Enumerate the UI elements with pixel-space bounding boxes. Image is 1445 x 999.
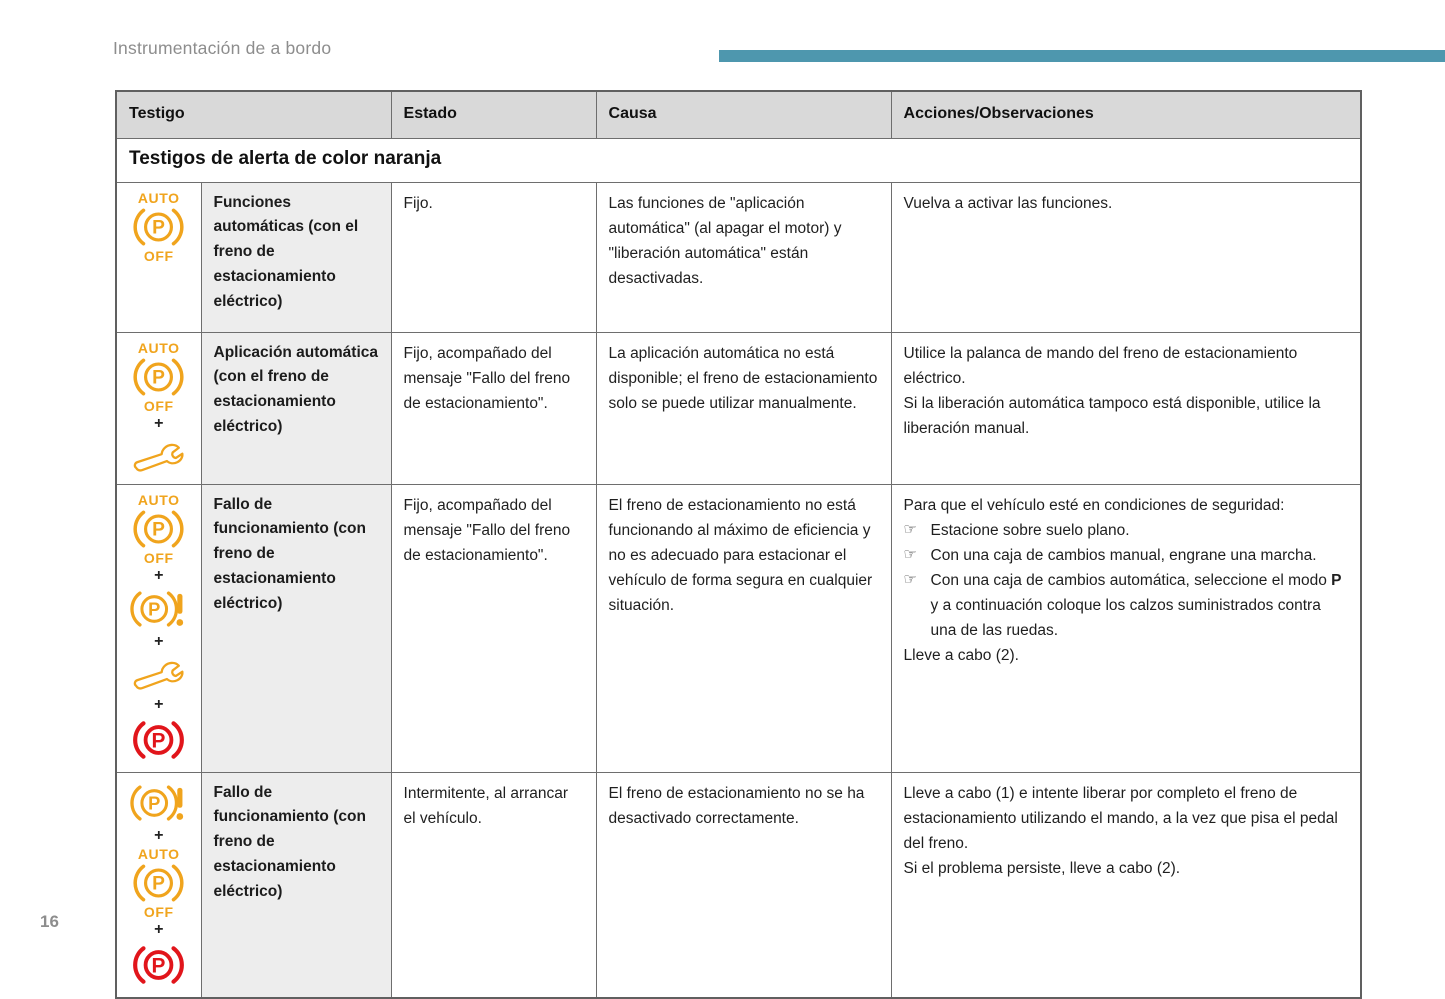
- service-wrench-icon: [132, 655, 186, 692]
- auto-label: AUTO: [137, 189, 180, 206]
- parking-brake-icon: [131, 206, 186, 248]
- auto-label: AUTO: [137, 845, 180, 862]
- icon-stack: [119, 493, 199, 764]
- table-row: [116, 772, 1361, 998]
- acciones-cell: [891, 332, 1361, 484]
- text-paragraph: Fijo.: [403, 194, 433, 212]
- text-paragraph: Utilice la palanca de mando del freno de estacionamiento eléctrico.: [903, 344, 1298, 387]
- off-label: OFF: [143, 549, 174, 566]
- parking-brake-icon: [131, 508, 186, 550]
- auto-label: AUTO: [137, 491, 180, 508]
- testigo-name-cell: Fallo de funcionamiento (con freno de estacionamiento eléctrico): [201, 484, 391, 772]
- testigo-name-cell: Funciones automáticas (con el freno de estacionamiento eléctrico): [201, 182, 391, 332]
- testigo-icon-cell: [116, 484, 201, 772]
- text-paragraph: Fijo, acompañado del mensaje "Fallo del freno de estacionamiento".: [403, 344, 571, 412]
- parking-brake-icon: [131, 862, 186, 904]
- column-header-acciones: Acciones/Observaciones: [891, 91, 1361, 138]
- pointing-hand-bullet-icon: ☞: [903, 545, 917, 563]
- estado-cell: [391, 182, 596, 332]
- text-paragraph: Para que el vehículo esté en condiciones de seguridad:: [903, 496, 1285, 514]
- text-paragraph: El freno de estacionamiento no se ha desactivado correctamente.: [608, 784, 865, 827]
- text-paragraph: Las funciones de "aplicación automática" (al apagar el motor) y "liberación automática" están desactivadas.: [608, 194, 842, 287]
- svg-text:P: P: [147, 597, 161, 619]
- column-header-testigo: Testigo: [116, 91, 391, 138]
- service-wrench-icon: [132, 437, 186, 474]
- causa-cell: [596, 332, 891, 484]
- section-title: Testigos de alerta de color naranja: [116, 138, 1361, 182]
- plus-separator: +: [154, 414, 164, 432]
- svg-text:P: P: [147, 791, 161, 813]
- text-paragraph: Intermitente, al arrancar el vehículo.: [403, 784, 569, 827]
- causa-cell: [596, 182, 891, 332]
- parking-brake-icon: [131, 942, 186, 988]
- testigo-icon-cell: [116, 182, 201, 332]
- table-header-row: [116, 91, 1361, 138]
- bullet-text: Con una caja de cambios automática, seleccione el modo P y a continuación coloque los calzos suministrados contra una de las ruedas.: [930, 571, 1342, 640]
- off-label: OFF: [143, 903, 174, 920]
- bullet-text: Con una caja de cambios manual, engrane una marcha.: [930, 546, 1317, 564]
- text-paragraph: Lleve a cabo (1) e intente liberar por completo el freno de estacionamiento utilizando el mando, a la vez que pisa el pedal del freno.: [903, 784, 1338, 852]
- testigo-icon-cell: [116, 772, 201, 998]
- off-label: OFF: [143, 247, 174, 264]
- testigo-name-cell: Fallo de funcionamiento (con freno de estacionamiento eléctrico): [201, 772, 391, 998]
- acciones-cell: [891, 182, 1361, 332]
- plus-separator: +: [154, 695, 164, 713]
- icon-stack: [119, 341, 199, 476]
- text-paragraph: La aplicación automática no está disponible; el freno de estacionamiento solo se puede utilizar manualmente.: [608, 344, 878, 412]
- estado-cell: [391, 332, 596, 484]
- column-header-causa: Causa: [596, 91, 891, 138]
- page-title: Instrumentación de a bordo: [113, 38, 332, 58]
- causa-cell: [596, 484, 891, 772]
- auto-electric-parking-brake-off-icon: [131, 847, 186, 919]
- off-label: OFF: [143, 397, 174, 414]
- causa-cell: [596, 772, 891, 998]
- instruction-bullet: [904, 518, 1349, 543]
- auto-label: AUTO: [137, 339, 180, 356]
- svg-text:P: P: [152, 367, 166, 389]
- page-number: 16: [40, 912, 59, 931]
- icon-stack: [119, 781, 199, 989]
- bullet-text: Estacione sobre suelo plano.: [930, 521, 1130, 539]
- testigo-name-cell: Aplicación automática (con el freno de estacionamiento eléctrico): [201, 332, 391, 484]
- section-header-row: [116, 138, 1361, 182]
- pointing-hand-bullet-icon: ☞: [903, 570, 917, 588]
- estado-cell: [391, 484, 596, 772]
- svg-text:P: P: [152, 519, 166, 541]
- auto-electric-parking-brake-off-icon: [131, 191, 186, 263]
- auto-electric-parking-brake-off-icon: [131, 493, 186, 565]
- testigo-icon-cell: [116, 332, 201, 484]
- table-row: [116, 182, 1361, 332]
- pointing-hand-bullet-icon: ☞: [903, 520, 917, 538]
- svg-text:P: P: [152, 217, 166, 239]
- parking-brake-icon: [131, 717, 186, 763]
- parking-brake-fault-icon: [128, 588, 190, 630]
- text-paragraph: Lleve a cabo (2).: [903, 647, 1019, 665]
- text-paragraph: Si el problema persiste, lleve a cabo (2).: [903, 859, 1181, 877]
- svg-text:P: P: [151, 729, 166, 752]
- parking-brake-fault-icon: [128, 782, 190, 824]
- icon-stack: [119, 191, 199, 263]
- plus-separator: +: [154, 920, 164, 938]
- text-paragraph: Fijo, acompañado del mensaje "Fallo del freno de estacionamiento".: [403, 496, 571, 564]
- instruction-bullet: [904, 568, 1349, 643]
- plus-separator: +: [154, 632, 164, 650]
- table-row: [116, 332, 1361, 484]
- parking-brake-icon: [131, 356, 186, 398]
- svg-text:P: P: [151, 954, 166, 977]
- auto-electric-parking-brake-off-icon: [131, 341, 186, 413]
- text-paragraph: El freno de estacionamiento no está funcionando al máximo de eficiencia y no es adecuado para estacionar el vehículo de forma segura en cualquier situación.: [608, 496, 873, 614]
- instruction-bullet: [904, 543, 1349, 568]
- svg-text:P: P: [152, 873, 166, 895]
- text-paragraph: Vuelva a activar las funciones.: [903, 194, 1113, 212]
- table-row: [116, 484, 1361, 772]
- acciones-cell: [891, 484, 1361, 772]
- estado-cell: [391, 772, 596, 998]
- accent-bar: [719, 50, 1445, 62]
- warning-lights-table: [115, 90, 1362, 999]
- plus-separator: +: [154, 826, 164, 844]
- plus-separator: +: [154, 566, 164, 584]
- column-header-estado: Estado: [391, 91, 596, 138]
- text-paragraph: Si la liberación automática tampoco está disponible, utilice la liberación manual.: [903, 394, 1321, 437]
- acciones-cell: [891, 772, 1361, 998]
